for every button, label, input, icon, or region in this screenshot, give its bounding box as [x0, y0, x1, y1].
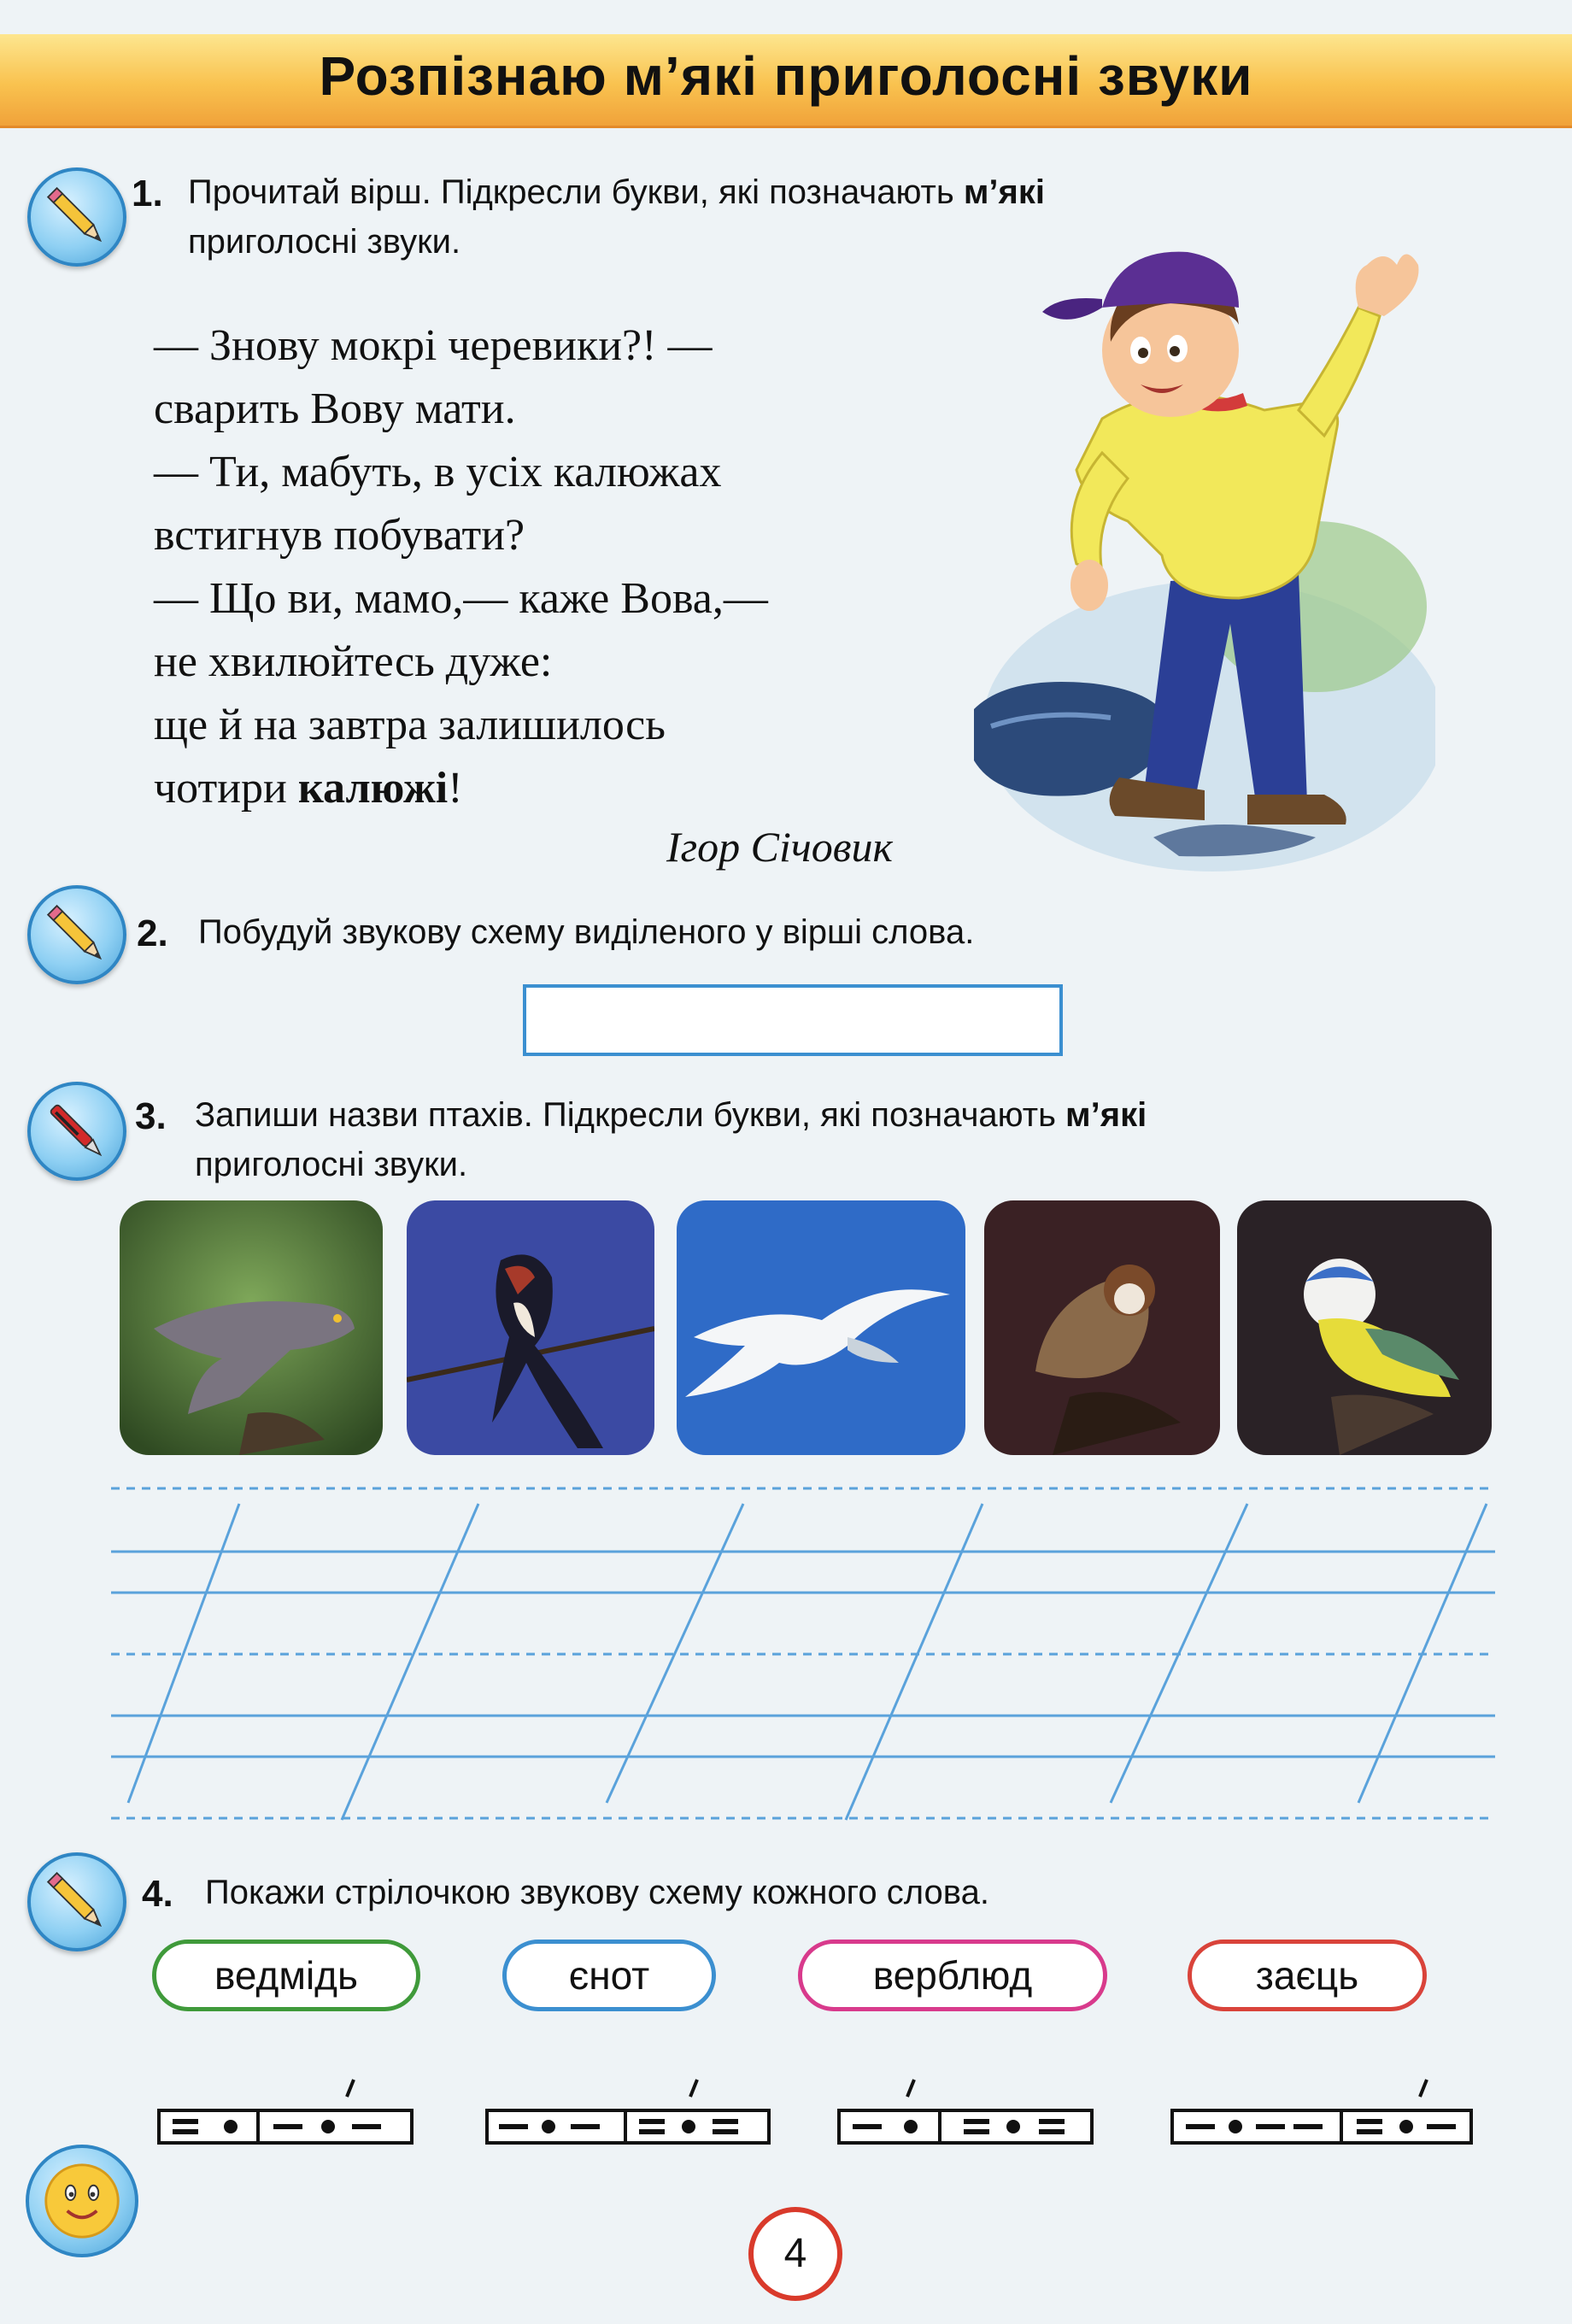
word-verblyud[interactable]: верблюд: [798, 1940, 1107, 2011]
task1-text-part1: Прочитай вірш. Підкресли букви, які позначають: [188, 173, 964, 211]
pencil-icon: [27, 1852, 126, 1951]
task3-text-part1: Запиши назви птахів. Підкресли букви, які позначають: [195, 1096, 1066, 1134]
bird-photo-tit: [1237, 1200, 1492, 1455]
poem-line: — Ти, мабуть, в усіх калюжах: [154, 448, 722, 496]
poem-author: Ігор Січовик: [666, 823, 893, 871]
pencil-icon: [27, 167, 126, 267]
task2-instruction: Побудуй звукову схему виділеного у вірші слова.: [198, 913, 975, 951]
poem-line: не хвилюйтесь дуже:: [154, 637, 553, 686]
bird-photo-cuckoo: [120, 1200, 383, 1455]
word-yenot[interactable]: єнот: [502, 1940, 716, 2011]
poem-line: встигнув побувати?: [154, 511, 525, 560]
highlighted-word: калюжі: [297, 764, 449, 813]
sound-scheme-answer-box[interactable]: [523, 984, 1063, 1056]
handwriting-lines[interactable]: [111, 1478, 1495, 1828]
boy-illustration: [957, 248, 1435, 872]
sound-scheme-1[interactable]: [157, 2068, 414, 2145]
bird-photo-seagull: [677, 1200, 965, 1455]
task4-number: 4.: [142, 1873, 173, 1915]
page-title: Розпізнаю м’які приголосні звуки: [319, 45, 1253, 107]
poem-line: сварить Вову мати.: [154, 384, 516, 433]
task3-instruction: [195, 1090, 1510, 1189]
pencil-icon: [27, 885, 126, 984]
task1-text-bold: м’які: [963, 173, 1046, 211]
poem-line: — Знову мокрі черевики?! —: [154, 321, 713, 370]
bird-photo-sparrow: [984, 1200, 1220, 1455]
pen-icon: [27, 1082, 126, 1181]
sound-scheme-3[interactable]: [837, 2068, 1094, 2145]
task1-text-line2: приголосні звуки.: [188, 223, 461, 261]
page-number: 4: [748, 2207, 842, 2301]
poem-last-line-end: !: [448, 764, 463, 813]
bird-photo-swallow: [407, 1200, 654, 1455]
task4-instruction: Покажи стрілочкою звукову схему кожного слова.: [205, 1874, 989, 1911]
word-zayets[interactable]: заєць: [1188, 1940, 1427, 2011]
task3-number: 3.: [135, 1095, 167, 1137]
poem-last-line: [154, 757, 1000, 820]
sound-scheme-4[interactable]: [1170, 2068, 1473, 2145]
poem-line: — Що ви, мамо,— каже Вова,—: [154, 574, 768, 623]
word-vedmid[interactable]: ведмідь: [152, 1940, 420, 2011]
poem-line: ще й на завтра залишилось: [154, 701, 666, 749]
poem-last-line-part1: чотири: [154, 764, 298, 813]
task1-number: 1.: [132, 173, 163, 214]
task2-number: 2.: [137, 913, 168, 954]
sound-scheme-2[interactable]: [485, 2068, 771, 2145]
task3-text-bold: м’які: [1065, 1096, 1147, 1134]
task3-text-line2: приголосні звуки.: [195, 1146, 468, 1183]
poem: [154, 314, 1000, 820]
smiley-icon: [26, 2145, 138, 2257]
